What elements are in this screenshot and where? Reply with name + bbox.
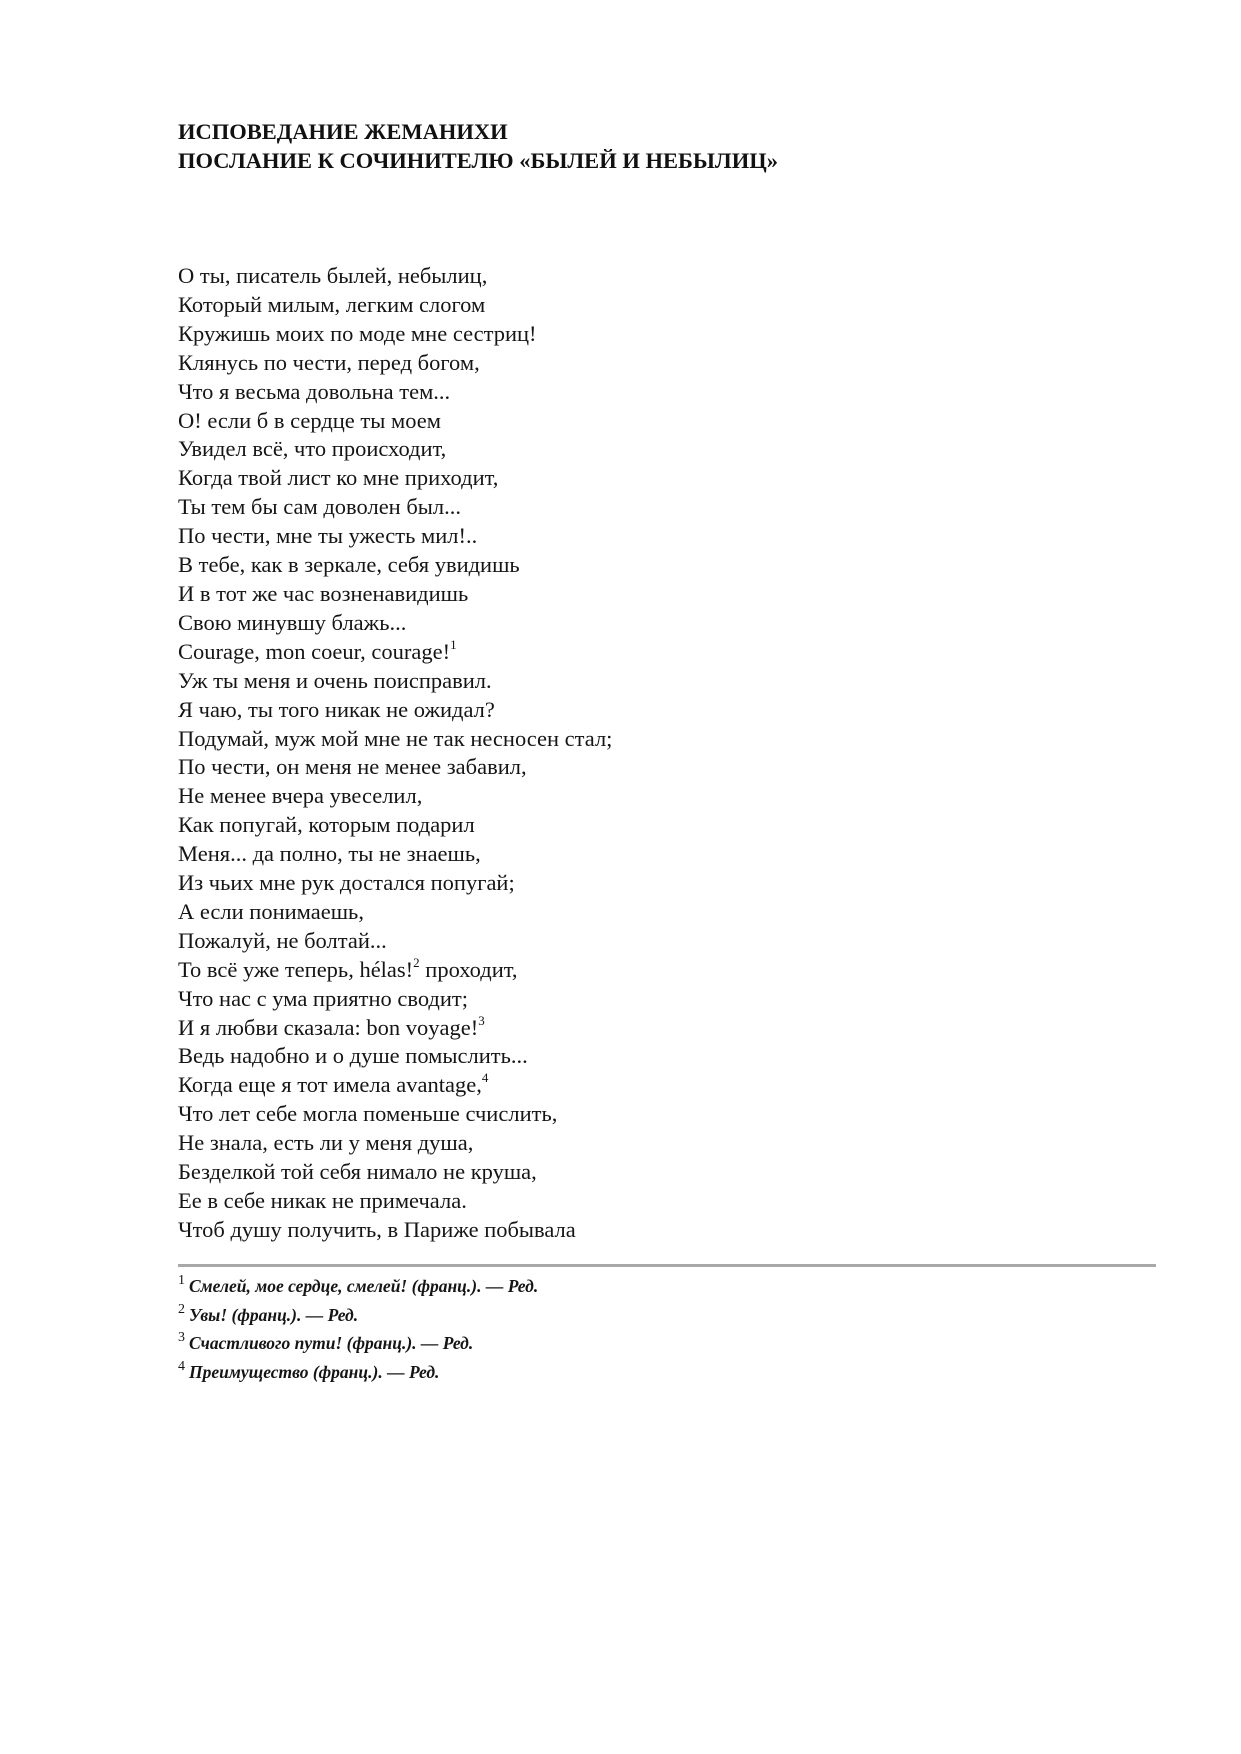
poem-line: [178, 464, 612, 493]
footnote: [178, 1301, 538, 1330]
poem-line: [178, 840, 612, 869]
poem-line-text: А если понимаешь,: [178, 898, 364, 924]
poem-line-continuation: проходит,: [419, 956, 518, 982]
footnote-reference[interactable]: 2: [413, 954, 420, 970]
poem-line-text: Когда еще я тот имела avantage,: [178, 1072, 482, 1098]
poem-line-text: Ее в себе никак не примечала.: [178, 1188, 467, 1213]
poem-line-text: В тебе, как в зеркале, себя увидишь: [178, 552, 520, 578]
footnote: [178, 1272, 538, 1301]
poem-line-text: Courage, mon coeur, courage!: [178, 638, 451, 664]
poem-line-text: По чести, мне ты ужесть мил!..: [178, 523, 478, 549]
poem-line: [178, 985, 612, 1014]
poem-line: [178, 638, 612, 667]
poem-line-text: Меня... да полно, ты не знаешь,: [178, 841, 481, 867]
poem-line: [178, 696, 612, 725]
poem-line: [178, 435, 612, 464]
poem-line-text: Когда твой лист ко мне приходит,: [178, 465, 499, 491]
footnote-separator: [178, 1264, 1156, 1267]
poem-line-text: О! если б в сердце ты моем: [178, 407, 441, 433]
document-title: [178, 117, 778, 175]
poem-line-text: И я любви сказала: bon voyage!: [178, 1014, 479, 1040]
footnote: [178, 1329, 538, 1358]
footnote-reference[interactable]: 1: [450, 636, 457, 652]
poem-line: [178, 725, 612, 754]
poem-line-text: Ты тем бы сам доволен был...: [178, 494, 462, 520]
poem-line: [178, 1216, 612, 1245]
poem-line-text: Пожалуй, не болтай...: [178, 927, 387, 953]
poem-line-text: Что я весьма довольна тем...: [178, 378, 451, 404]
poem-line: [178, 782, 612, 811]
poem-line-text: Что лет себе могла поменьше счислить,: [178, 1101, 558, 1127]
poem-line: [178, 551, 612, 580]
poem-line: [178, 378, 612, 407]
poem-line-text: Из чьих мне рук достался попугай;: [178, 870, 515, 896]
poem-line: [178, 1187, 612, 1216]
poem-line-text: То всё уже теперь, hélas!: [178, 956, 414, 982]
poem-line: [178, 1129, 612, 1158]
title-line-1: ИСПОВЕДАНИЕ ЖЕМАНИХИ: [178, 119, 508, 144]
poem-line: [178, 1042, 612, 1071]
footnote-text: Увы! (франц.). — Ред.: [189, 1304, 359, 1325]
poem-line-text: Не знала, есть ли у меня душа,: [178, 1130, 474, 1156]
poem-line: [178, 898, 612, 927]
title-line-2: ПОСЛАНИЕ К СОЧИНИТЕЛЮ «БЫЛЕЙ И НЕБЫЛИЦ»: [178, 148, 778, 173]
poem-line: [178, 262, 612, 291]
poem-line: [178, 320, 612, 349]
poem-line: [178, 349, 612, 378]
poem-line-text: По чести, он меня не менее забавил,: [178, 754, 527, 780]
poem-line: [178, 956, 612, 985]
poem-line-text: Уж ты меня и очень поисправил.: [178, 667, 492, 693]
poem-line: [178, 927, 612, 956]
footnote-number: 4: [178, 1358, 185, 1374]
poem-line-text: О ты, писатель былей, небылиц,: [178, 263, 488, 288]
poem-line: [178, 407, 612, 436]
poem-line-text: И в тот же час возненавидишь: [178, 580, 469, 606]
poem-line-text: Увидел всё, что происходит,: [178, 436, 447, 462]
footnote: [178, 1358, 538, 1387]
poem-line-text: Не менее вчера увеселил,: [178, 783, 423, 809]
poem-line-text: Кружишь моих по моде мне сестриц!: [178, 320, 537, 346]
footnote-text: Преимущество (франц.). — Ред.: [189, 1361, 440, 1382]
poem-line-text: Безделкой той себя нимало не круша,: [178, 1159, 537, 1185]
poem-line-text: Подумай, муж мой мне не так несносен стал;: [178, 725, 613, 751]
poem-line-text: Свою минувшу блажь...: [178, 609, 407, 635]
poem-line-text: Ведь надобно и о душе помыслить...: [178, 1043, 528, 1069]
footnotes-section: [178, 1272, 538, 1386]
poem-line: [178, 1014, 612, 1043]
footnote-number: 2: [178, 1301, 185, 1317]
poem-body: [178, 262, 612, 1245]
poem-line: [178, 1158, 612, 1187]
footnote-text: Счастливого пути! (франц.). — Ред.: [189, 1333, 474, 1353]
poem-line: [178, 869, 612, 898]
footnote-text: Смелей, мое сердце, смелей! (франц.). — Ред.: [189, 1276, 539, 1296]
poem-line: [178, 522, 612, 551]
poem-line: [178, 609, 612, 638]
footnote-number: 1: [178, 1273, 185, 1288]
footnote-reference[interactable]: 4: [481, 1070, 489, 1086]
poem-line: [178, 1100, 612, 1129]
poem-line-text: Я чаю, ты того никак не ожидал?: [178, 696, 495, 722]
poem-line-text: Который милым, легким слогом: [178, 291, 486, 317]
poem-line: [178, 493, 612, 522]
poem-line-text: Клянусь по чести, перед богом,: [178, 349, 480, 375]
poem-line: [178, 811, 612, 840]
footnote-reference[interactable]: 3: [478, 1012, 485, 1028]
footnote-number: 3: [178, 1330, 185, 1345]
poem-line: [178, 1071, 612, 1100]
poem-line: [178, 667, 612, 696]
poem-line: [178, 580, 612, 609]
poem-line-text: Что нас с ума приятно сводит;: [178, 985, 468, 1011]
poem-line-text: Как попугай, которым подарил: [178, 812, 475, 838]
poem-line: [178, 291, 612, 320]
poem-line: [178, 753, 612, 782]
poem-line-text: Чтоб душу получить, в Париже побывала: [178, 1216, 576, 1242]
